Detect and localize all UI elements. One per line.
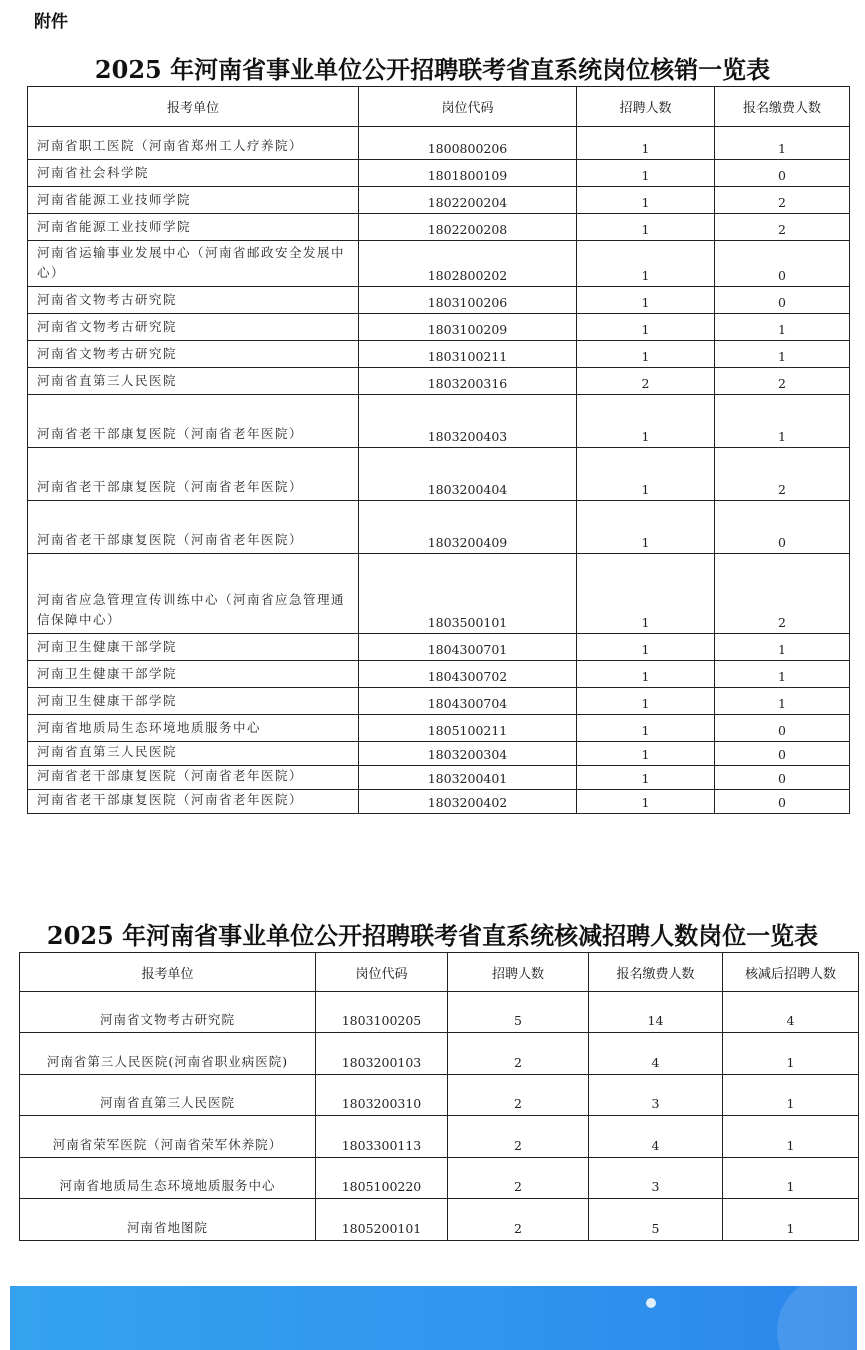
cell-paid: 3 bbox=[589, 1158, 723, 1199]
header-recruit: 招聘人数 bbox=[577, 87, 715, 127]
table-row bbox=[28, 742, 850, 766]
table-row bbox=[28, 368, 850, 395]
table-row bbox=[28, 715, 850, 742]
table-row bbox=[20, 1033, 859, 1075]
cell-code: 1803300113 bbox=[316, 1116, 448, 1158]
table-row bbox=[20, 992, 859, 1033]
banner-glow-decoration bbox=[777, 1286, 857, 1350]
cell-unit: 河南省能源工业技师学院 bbox=[28, 187, 359, 214]
cell-unit: 河南省直第三人民医院 bbox=[28, 742, 359, 766]
cell-unit: 河南省老干部康复医院（河南省老年医院） bbox=[28, 395, 359, 448]
cell-paid: 4 bbox=[589, 1116, 723, 1158]
cell-paid: 2 bbox=[715, 554, 850, 634]
cell-unit: 河南省第三人民医院(河南省职业病医院) bbox=[20, 1033, 316, 1075]
cell-paid: 0 bbox=[715, 501, 850, 554]
cell-paid: 0 bbox=[715, 241, 850, 287]
cell-unit: 河南省老干部康复医院（河南省老年医院） bbox=[28, 766, 359, 790]
cell-paid: 0 bbox=[715, 766, 850, 790]
cell-paid: 0 bbox=[715, 742, 850, 766]
table-header-row bbox=[20, 953, 859, 992]
cell-code: 1805100211 bbox=[359, 715, 577, 742]
cell-paid: 2 bbox=[715, 187, 850, 214]
cell-code: 1803200402 bbox=[359, 790, 577, 814]
cell-paid: 2 bbox=[715, 448, 850, 501]
cell-code: 1805200101 bbox=[316, 1199, 448, 1241]
cell-code: 1803100206 bbox=[359, 287, 577, 314]
cell-code: 1804300701 bbox=[359, 634, 577, 661]
cell-recruit: 1 bbox=[577, 790, 715, 814]
cell-paid: 0 bbox=[715, 287, 850, 314]
header-unit: 报考单位 bbox=[20, 953, 316, 992]
header-paid: 报名缴费人数 bbox=[589, 953, 723, 992]
cell-recruit: 5 bbox=[448, 992, 589, 1033]
cell-paid: 0 bbox=[715, 790, 850, 814]
recruitment-reduction-table bbox=[19, 952, 859, 1241]
cell-unit: 河南省直第三人民医院 bbox=[20, 1075, 316, 1116]
cell-code: 1803200103 bbox=[316, 1033, 448, 1075]
cell-unit: 河南省文物考古研究院 bbox=[20, 992, 316, 1033]
cell-unit: 河南卫生健康干部学院 bbox=[28, 634, 359, 661]
cell-recruit: 1 bbox=[577, 127, 715, 160]
cell-recruit: 2 bbox=[577, 368, 715, 395]
cell-reduced: 1 bbox=[723, 1199, 859, 1241]
cell-recruit: 1 bbox=[577, 715, 715, 742]
cell-unit: 河南省老干部康复医院（河南省老年医院） bbox=[28, 790, 359, 814]
cell-code: 1801800109 bbox=[359, 160, 577, 187]
cell-reduced: 4 bbox=[723, 992, 859, 1033]
cell-unit: 河南省职工医院（河南省郑州工人疗养院） bbox=[28, 127, 359, 160]
cell-unit: 河南省运输事业发展中心（河南省邮政安全发展中心） bbox=[28, 241, 359, 287]
table2-title: 2025 年河南省事业单位公开招聘联考省直系统核减招聘人数岗位一览表 bbox=[46, 921, 819, 950]
header-unit: 报考单位 bbox=[28, 87, 359, 127]
cell-paid: 14 bbox=[589, 992, 723, 1033]
cell-code: 1804300704 bbox=[359, 688, 577, 715]
cell-recruit: 1 bbox=[577, 634, 715, 661]
table-row bbox=[28, 241, 850, 287]
cell-unit: 河南省地质局生态环境地质服务中心 bbox=[28, 715, 359, 742]
cell-paid: 3 bbox=[589, 1075, 723, 1116]
cell-recruit: 2 bbox=[448, 1116, 589, 1158]
cell-code: 1803500101 bbox=[359, 554, 577, 634]
table-row bbox=[28, 790, 850, 814]
cell-recruit: 1 bbox=[577, 287, 715, 314]
cell-unit: 河南省地质局生态环境地质服务中心 bbox=[20, 1158, 316, 1199]
cell-recruit: 1 bbox=[577, 187, 715, 214]
cell-unit: 河南省荣军医院（河南省荣军休养院） bbox=[20, 1116, 316, 1158]
table-row bbox=[20, 1116, 859, 1158]
cell-recruit: 2 bbox=[448, 1199, 589, 1241]
cell-recruit: 1 bbox=[577, 214, 715, 241]
cell-code: 1803200310 bbox=[316, 1075, 448, 1116]
cell-paid: 0 bbox=[715, 715, 850, 742]
table-row bbox=[28, 501, 850, 554]
cell-unit: 河南省直第三人民医院 bbox=[28, 368, 359, 395]
position-cancellation-table bbox=[27, 86, 850, 814]
cell-unit: 河南卫生健康干部学院 bbox=[28, 688, 359, 715]
banner-dot-decoration bbox=[646, 1298, 656, 1308]
cell-code: 1803100209 bbox=[359, 314, 577, 341]
cell-unit: 河南省地图院 bbox=[20, 1199, 316, 1241]
cell-recruit: 1 bbox=[577, 341, 715, 368]
cell-paid: 2 bbox=[715, 368, 850, 395]
table-row bbox=[20, 1075, 859, 1116]
cell-recruit: 1 bbox=[577, 314, 715, 341]
cell-paid: 1 bbox=[715, 127, 850, 160]
cell-recruit: 1 bbox=[577, 688, 715, 715]
table-row bbox=[28, 766, 850, 790]
cell-paid: 1 bbox=[715, 395, 850, 448]
cell-paid: 1 bbox=[715, 314, 850, 341]
cell-code: 1803200316 bbox=[359, 368, 577, 395]
table-row bbox=[28, 341, 850, 368]
cell-code: 1802200208 bbox=[359, 214, 577, 241]
cell-code: 1803200304 bbox=[359, 742, 577, 766]
cell-recruit: 1 bbox=[577, 554, 715, 634]
cell-code: 1803100205 bbox=[316, 992, 448, 1033]
cell-paid: 4 bbox=[589, 1033, 723, 1075]
cell-code: 1802200204 bbox=[359, 187, 577, 214]
cell-recruit: 1 bbox=[577, 501, 715, 554]
bottom-banner bbox=[10, 1286, 857, 1350]
table-row bbox=[28, 688, 850, 715]
cell-code: 1803200403 bbox=[359, 395, 577, 448]
cell-unit: 河南卫生健康干部学院 bbox=[28, 661, 359, 688]
table-header-row bbox=[28, 87, 850, 127]
table-row bbox=[28, 634, 850, 661]
cell-code: 1802800202 bbox=[359, 241, 577, 287]
cell-recruit: 1 bbox=[577, 766, 715, 790]
cell-code: 1803200401 bbox=[359, 766, 577, 790]
cell-unit: 河南省文物考古研究院 bbox=[28, 287, 359, 314]
table-row bbox=[28, 160, 850, 187]
table-row bbox=[28, 127, 850, 160]
cell-recruit: 1 bbox=[577, 241, 715, 287]
cell-unit: 河南省文物考古研究院 bbox=[28, 314, 359, 341]
cell-unit: 河南省文物考古研究院 bbox=[28, 341, 359, 368]
table-row bbox=[28, 395, 850, 448]
cell-paid: 1 bbox=[715, 634, 850, 661]
header-reduced: 核减后招聘人数 bbox=[723, 953, 859, 992]
attachment-label: 附件 bbox=[34, 12, 68, 32]
cell-code: 1803100211 bbox=[359, 341, 577, 368]
cell-code: 1803200404 bbox=[359, 448, 577, 501]
table-row bbox=[20, 1199, 859, 1241]
cell-recruit: 2 bbox=[448, 1158, 589, 1199]
cell-recruit: 2 bbox=[448, 1033, 589, 1075]
cell-recruit: 2 bbox=[448, 1075, 589, 1116]
table-row bbox=[28, 187, 850, 214]
table-row bbox=[28, 554, 850, 634]
table-row bbox=[28, 448, 850, 501]
cell-recruit: 1 bbox=[577, 395, 715, 448]
table1-title: 2025 年河南省事业单位公开招聘联考省直系统岗位核销一览表 bbox=[94, 55, 771, 84]
cell-reduced: 1 bbox=[723, 1033, 859, 1075]
cell-code: 1804300702 bbox=[359, 661, 577, 688]
cell-reduced: 1 bbox=[723, 1116, 859, 1158]
cell-reduced: 1 bbox=[723, 1158, 859, 1199]
cell-recruit: 1 bbox=[577, 742, 715, 766]
cell-unit: 河南省社会科学院 bbox=[28, 160, 359, 187]
cell-paid: 1 bbox=[715, 688, 850, 715]
cell-paid: 1 bbox=[715, 341, 850, 368]
header-code: 岗位代码 bbox=[316, 953, 448, 992]
header-paid: 报名缴费人数 bbox=[715, 87, 850, 127]
cell-reduced: 1 bbox=[723, 1075, 859, 1116]
cell-paid: 2 bbox=[715, 214, 850, 241]
cell-code: 1800800206 bbox=[359, 127, 577, 160]
header-recruit: 招聘人数 bbox=[448, 953, 589, 992]
cell-unit: 河南省能源工业技师学院 bbox=[28, 214, 359, 241]
table-row bbox=[20, 1158, 859, 1199]
cell-recruit: 1 bbox=[577, 160, 715, 187]
header-code: 岗位代码 bbox=[359, 87, 577, 127]
cell-unit: 河南省应急管理宣传训练中心（河南省应急管理通信保障中心） bbox=[28, 554, 359, 634]
cell-code: 1803200409 bbox=[359, 501, 577, 554]
cell-paid: 1 bbox=[715, 661, 850, 688]
table-row bbox=[28, 314, 850, 341]
cell-unit: 河南省老干部康复医院（河南省老年医院） bbox=[28, 448, 359, 501]
table-row bbox=[28, 287, 850, 314]
cell-code: 1805100220 bbox=[316, 1158, 448, 1199]
cell-recruit: 1 bbox=[577, 448, 715, 501]
table-row bbox=[28, 214, 850, 241]
table-row bbox=[28, 661, 850, 688]
cell-recruit: 1 bbox=[577, 661, 715, 688]
cell-paid: 5 bbox=[589, 1199, 723, 1241]
cell-paid: 0 bbox=[715, 160, 850, 187]
cell-unit: 河南省老干部康复医院（河南省老年医院） bbox=[28, 501, 359, 554]
